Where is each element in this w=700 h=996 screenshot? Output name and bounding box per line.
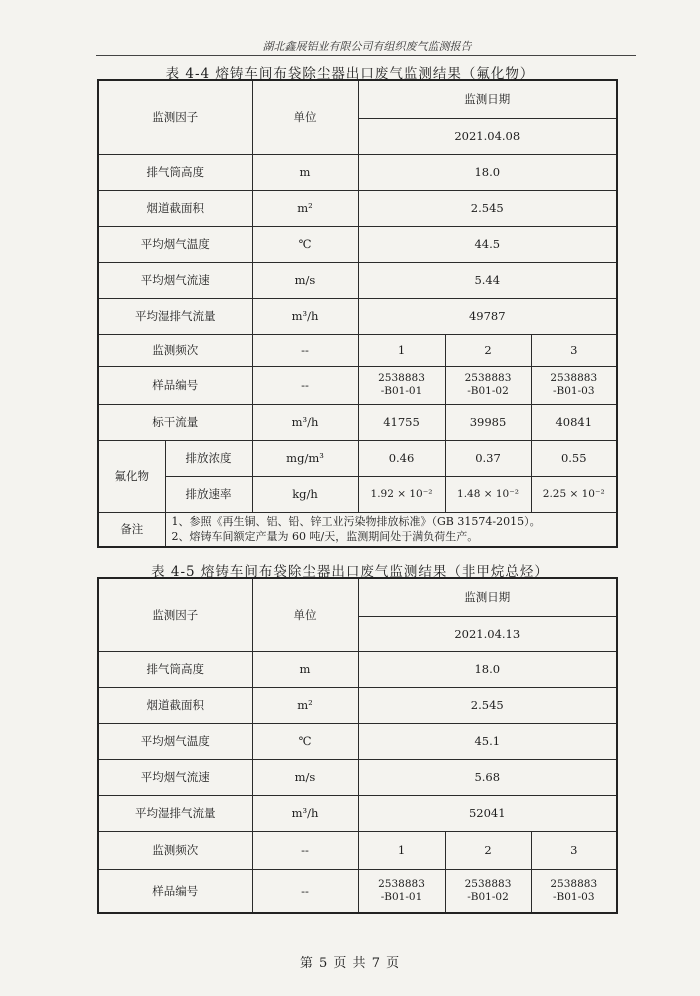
cell-value: 2538883 -B01-03 [531,366,617,404]
cell-value: 1 [358,334,445,366]
row-name: 样品编号 [98,869,252,913]
cell-value: 1.92 × 10⁻² [358,476,445,512]
table-row [98,723,617,759]
cell-value: 2538883 -B01-01 [358,366,445,404]
note-item: 1、参照《再生铜、铝、铅、锌工业污染物排放标准》（GB 31574-2015）。 [171,515,541,529]
cell-value: 41755 [358,404,445,440]
row-unit: m² [252,687,358,723]
row-unit: m³/h [252,404,358,440]
row-unit: m [252,154,358,190]
page-footer: 第 5 页 共 7 页 [299,956,401,971]
t1-date: 2021.04.08 [358,118,617,154]
notes-cell [165,512,617,547]
cell-value: 2538883 -B01-02 [445,366,531,404]
t1-header-factor: 监测因子 [98,80,252,154]
row-name: 平均烟气流速 [98,262,252,298]
cell-value: 3 [531,831,617,869]
row-unit: m/s [252,262,358,298]
row-name: 排放速率 [165,476,252,512]
cell-value: 2538883 -B01-01 [358,869,445,913]
notes-label: 备注 [98,512,165,547]
cell-value: 40841 [531,404,617,440]
row-value: 2.545 [358,190,617,226]
table-row [98,476,617,512]
table-row [98,869,617,913]
row-name: 监测频次 [98,334,252,366]
row-name: 样品编号 [98,366,252,404]
row-name: 排放浓度 [165,440,252,476]
row-value: 45.1 [358,723,617,759]
table-row [98,440,617,476]
cell-value: 0.37 [445,440,531,476]
cell-value: 0.46 [358,440,445,476]
row-unit: m² [252,190,358,226]
page-header: 湖北鑫展铝业有限公司有组织废气监测报告 [262,40,472,53]
row-unit: -- [252,334,358,366]
t2-header-factor: 监测因子 [98,578,252,651]
note-item: 2、熔铸车间额定产量为 60 吨/天，监测期间处于满负荷生产。 [171,530,479,544]
table-row [98,366,617,404]
row-name: 排气筒高度 [98,651,252,687]
cell-value: 3 [531,334,617,366]
table-row [98,831,617,869]
row-unit: m [252,651,358,687]
cell-value: 39985 [445,404,531,440]
row-value: 18.0 [358,651,617,687]
row-value: 2.545 [358,687,617,723]
table-row [98,759,617,795]
table-row [98,404,617,440]
row-name: 平均湿排气流量 [98,795,252,831]
table-row [98,298,617,334]
row-unit: ℃ [252,226,358,262]
row-name: 标干流量 [98,404,252,440]
row-unit: m³/h [252,795,358,831]
row-name: 监测频次 [98,831,252,869]
table-row [98,154,617,190]
cell-value: 2 [445,831,531,869]
row-value: 52041 [358,795,617,831]
cell-value: 2.25 × 10⁻² [531,476,617,512]
row-unit: mg/m³ [252,440,358,476]
table-row [98,226,617,262]
row-value: 44.5 [358,226,617,262]
cell-value: 1 [358,831,445,869]
row-unit: kg/h [252,476,358,512]
row-name: 平均烟气温度 [98,723,252,759]
table-row [98,795,617,831]
t2-date: 2021.04.13 [358,616,617,651]
table-row [98,651,617,687]
row-value: 5.68 [358,759,617,795]
t2-header-unit: 单位 [252,578,358,651]
table1 [97,79,618,548]
row-value: 5.44 [358,262,617,298]
t2-header-date-label: 监测日期 [358,578,617,616]
table-row [98,687,617,723]
table-row [98,190,617,226]
cell-value: 1.48 × 10⁻² [445,476,531,512]
row-name: 平均湿排气流量 [98,298,252,334]
cell-value: 2538883 -B01-03 [531,869,617,913]
row-value: 49787 [358,298,617,334]
cell-value: 2538883 -B01-02 [445,869,531,913]
table1-caption: 表 4-4 熔铸车间布袋除尘器出口废气监测结果（氟化物） [165,66,535,82]
row-unit: m³/h [252,298,358,334]
table-row [98,262,617,298]
row-value: 18.0 [358,154,617,190]
cell-value: 0.55 [531,440,617,476]
pollutant-name: 氟化物 [98,440,165,512]
row-unit: -- [252,366,358,404]
notes-row [98,512,617,547]
row-unit: -- [252,831,358,869]
row-name: 平均烟气流速 [98,759,252,795]
row-unit: ℃ [252,723,358,759]
row-unit: m/s [252,759,358,795]
t1-header-date-label: 监测日期 [358,80,617,118]
row-unit: -- [252,869,358,913]
table2-caption: 表 4-5 熔铸车间布袋除尘器出口废气监测结果（非甲烷总烃） [151,564,549,580]
header-rule [96,55,636,56]
row-name: 平均烟气温度 [98,226,252,262]
t1-header-unit: 单位 [252,80,358,154]
table-row [98,334,617,366]
table2 [97,577,618,914]
cell-value: 2 [445,334,531,366]
row-name: 烟道截面积 [98,190,252,226]
row-name: 排气筒高度 [98,154,252,190]
row-name: 烟道截面积 [98,687,252,723]
